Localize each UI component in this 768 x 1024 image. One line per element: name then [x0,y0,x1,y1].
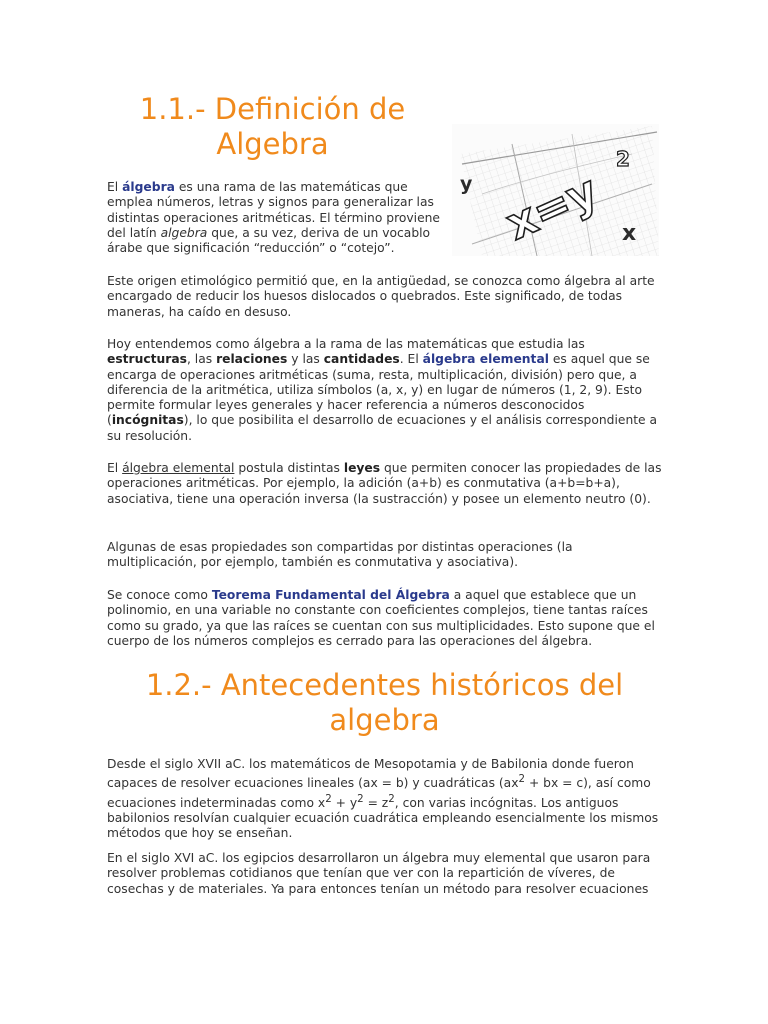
s1-p4-text-a: El [107,461,123,475]
s1-p1-italic: algebra [160,225,208,240]
s1-paragraph-2: Este origen etimológico permitió que, en la antigüedad, se conozca como álgebra al arte encargado de reducir los huesos dislocados o quebrados. Este significado, de todas maneras, ha caído en desuso. [107,274,655,319]
s1-p3-bold-relaciones: relaciones [216,352,288,367]
s1-paragraph-3 [107,337,662,444]
s2-paragraph-1 [107,757,662,842]
section-2-title-line2: algebra [329,703,440,737]
term-algebra-elemental-link[interactable]: álgebra elemental [422,352,549,367]
superscript-2: 2 [357,792,364,805]
s1-p6-text-b: a aquel que establece que un polinomio, en una variable no constante con coeficientes complejos, tiene tantas raíces como su grado, ya que las raíces se cuentan con sus multiplicidades. Esto supone que el cuerpo de los números complejos es cerrado para las operaciones del álgebra. [107,588,655,648]
s1-p3-text-d: . El [399,352,423,367]
s1-paragraph-4 [107,461,662,507]
section-1-title [100,92,445,162]
image-label-y: y [460,173,473,195]
s1-p3-text-b: , las [186,352,217,367]
s1-p3-text-c: y las [287,352,324,367]
s2-p1-text-c: + y [331,795,358,810]
section-1-title-line1: 1.1.- Definición de [139,92,406,126]
image-label-x: x [622,221,637,246]
s2-p1-text-a: Desde el siglo XVII aC. los matemáticos de Mesopotamia y de Babilonia donde fueron capaces de resolver ecuaciones lineales (ax = b) y cuadráticas (ax [107,757,634,791]
section-1-title-line2: Algebra [216,127,329,161]
s1-p4-text-b: postula distintas [234,461,344,475]
section-2-title [107,668,662,738]
superscript-2: 2 [518,773,526,786]
s1-p3-text-e: es aquel que se encarga de operaciones aritméticas (suma, resta, multiplicación, división) pero que, a diferencia de la aritmética, utiliza símbolos (a, x, y) en lugar de números (1, 2, 9). Esto permite formular leyes generales y hacer referencia a números desconocidos ( [107,352,650,428]
section-2-title-line1: 1.2.- Antecedentes históricos del [145,668,624,702]
s1-p3-bold-incognitas: incógnitas [111,413,184,428]
superscript-2: 2 [325,792,332,805]
image-label-xyz: x=y [498,165,606,251]
s1-p4-bold-leyes: leyes [343,461,381,475]
s1-p6-text-a: Se conoce como [107,588,212,602]
s1-paragraph-6 [107,588,662,649]
s1-p3-text-f: ), lo que posibilita el desarrollo de ecuaciones y el análisis correspondiente a su resolución. [107,413,658,443]
term-teorema-fundamental-link[interactable]: Teorema Fundamental del Álgebra [211,588,450,602]
s1-p1-text-c: que, a su vez, deriva de un vocablo árabe que significación “reducción” o “cotejo”. [107,225,431,256]
s1-p1-text-b: es una rama de las matemáticas que emplea números, letras y signos para generalizar las distintas operaciones aritméticas. El término proviene del latín [107,180,441,240]
s1-p4-underlined-term[interactable]: álgebra elemental [122,461,235,475]
s1-p3-bold-estructuras: estructuras [107,352,187,367]
s2-paragraph-2: En el siglo XVI aC. los egipcios desarrollaron un álgebra muy elemental que usaron para resolver problemas cotidianos que tenían que ver con la repartición de víveres, de cosechas y de materiales. Ya para entonces tenían un método para resolver ecuaciones [107,851,651,896]
algebra-sketch-image [452,124,659,256]
s1-paragraph-5: Algunas de esas propiedades son compartidas por distintas operaciones (la multiplicación, por ejemplo, también es conmutativa y asociativa). [107,540,573,570]
s1-p3-bold-cantidades: cantidades [323,352,400,367]
s2-p1-text-e: , con varias incógnitas. Los antiguos babilonios resolvían cualquier ecuación cuadrática empleando esencialmente los mismos métodos que hoy se enseñan. [107,795,659,841]
term-algebra-link[interactable]: álgebra [122,180,175,194]
s1-paragraph-1 [107,180,452,256]
superscript-2: 2 [388,792,395,805]
s1-p3-text-a: Hoy entendemos como álgebra a la rama de las matemáticas que estudia las [107,337,585,351]
s1-p4-text-c: que permiten conocer las propiedades de las operaciones aritméticas. Por ejemplo, la adición (a+b) es conmutativa (a+b=b+a), asociativa, tiene una operación inversa (la sustracción) y posee un elemento neutro (0). [107,461,662,506]
s1-p1-text-a: El [107,180,123,194]
s2-p1-text-b: + bx = c), así como ecuaciones indeterminadas como x [107,776,651,810]
s2-p1-text-d: = z [363,795,389,810]
image-label-sup: 2 [616,147,630,171]
